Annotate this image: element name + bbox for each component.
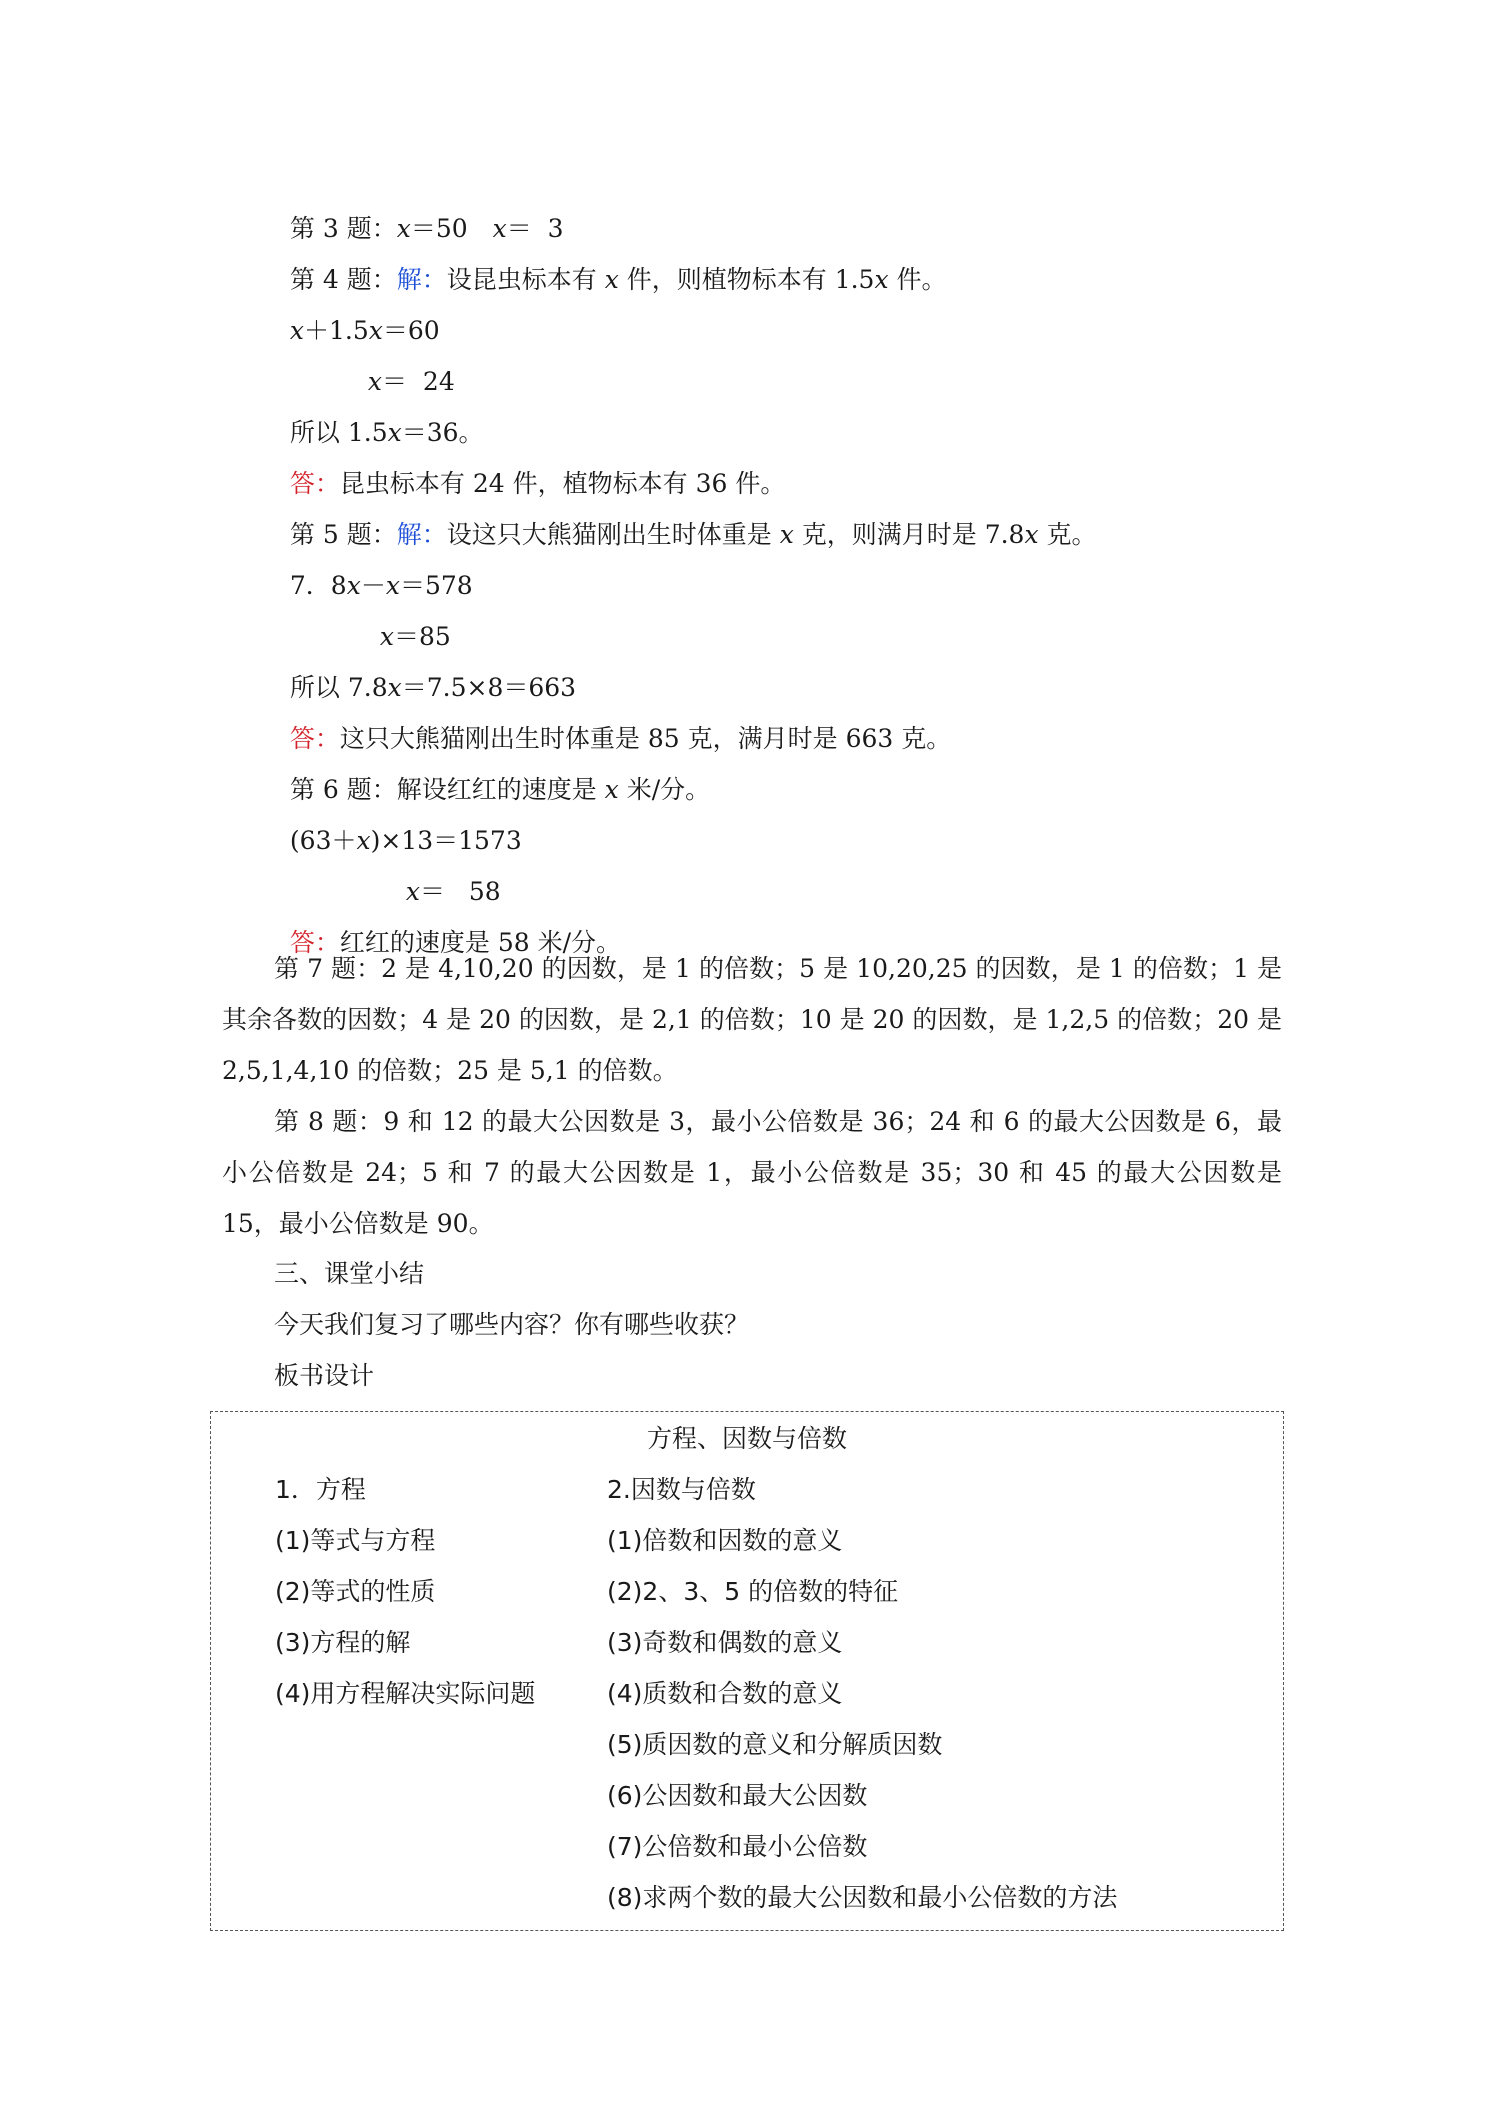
board-right-item: (7)公倍数和最小公倍数 — [607, 1832, 868, 1861]
board-right-item: (3)奇数和偶数的意义 — [607, 1628, 843, 1657]
text: － — [360, 571, 386, 600]
variable: x — [405, 877, 421, 906]
variable: x — [346, 571, 361, 600]
variable: x — [385, 571, 400, 600]
text: 件。 — [888, 265, 947, 294]
text: 所以 1.5 — [289, 418, 388, 447]
variable: x — [289, 316, 305, 345]
answer-paragraph-q8: 第 8 题：9 和 12 的最大公因数是 3，最小公倍数是 36；24 和 6 的最大公因数是 6，最小公倍数是 24；5 和 7 的最大公因数是 1，最小公倍数是 35；30 和 45 的最大公因数是 15，最小公倍数是 90。 — [222, 1107, 1282, 1238]
variable: x — [604, 265, 619, 294]
solution-label: 解： — [396, 520, 447, 549]
board-design-label: 板书设计 — [274, 1361, 375, 1390]
solution-label: 解： — [396, 265, 447, 294]
variable: x — [492, 214, 507, 243]
text: 件，则植物标本有 1.5 — [618, 265, 875, 294]
text: ＝36。 — [401, 418, 484, 447]
variable: x — [779, 520, 794, 549]
text: 克。 — [1038, 520, 1097, 549]
text: 这只大熊猫刚出生时体重是 85 克，满月时是 663 克。 — [339, 724, 952, 753]
board-right-item: (8)求两个数的最大公因数和最小公倍数的方法 — [607, 1883, 1118, 1912]
summary-question: 今天我们复习了哪些内容？你有哪些收获？ — [274, 1310, 750, 1339]
text: 红红的速度是 58 米/分。 — [339, 928, 622, 957]
text: ＋1.5 — [304, 316, 369, 345]
variable: x — [368, 316, 383, 345]
text: 设这只大熊猫刚出生时体重是 — [446, 520, 780, 549]
board-left-item: (4)用方程解决实际问题 — [275, 1679, 536, 1708]
board-right-item: (5)质因数的意义和分解质因数 — [607, 1730, 943, 1759]
section-heading: 三、课堂小结 — [274, 1259, 425, 1288]
answer-paragraph-q7: 第 7 题：2 是 4,10,20 的因数，是 1 的倍数；5 是 10,20,25 的因数，是 1 的倍数；1 是其余各数的因数；4 是 20 的因数，是 2,1 的倍数；10 是 20 的因数，是 1,2,5 的倍数；20 是 2,5,1,4,10 的倍数；25 是 5,1 的倍数。 — [222, 954, 1282, 1085]
board-right-item: (4)质数和合数的意义 — [607, 1679, 843, 1708]
text: 7．8 — [289, 571, 347, 600]
variable: x — [356, 826, 371, 855]
text: 第 3 题： — [289, 214, 397, 243]
board-left-item: (2)等式的性质 — [275, 1577, 436, 1606]
variable: x — [387, 418, 402, 447]
text: ＝ 3 — [506, 214, 564, 243]
text: ＝ 58 — [420, 877, 501, 906]
board-design-box — [210, 1411, 1284, 1931]
text: ＝578 — [399, 571, 473, 600]
variable: x — [396, 214, 411, 243]
board-right-item: 2.因数与倍数 — [607, 1475, 756, 1504]
board-right-item: (6)公因数和最大公因数 — [607, 1781, 868, 1810]
variable: x — [1024, 520, 1039, 549]
text: 米/分。 — [618, 775, 711, 804]
text: ＝60 — [382, 316, 440, 345]
board-left-item: (1)等式与方程 — [275, 1526, 436, 1555]
board-left-item: 1．方程 — [275, 1475, 366, 1504]
variable: x — [387, 673, 402, 702]
text: (63＋ — [289, 826, 357, 855]
board-right-item: (2)2、3、5 的倍数的特征 — [607, 1577, 899, 1606]
board-right-item: (1)倍数和因数的意义 — [607, 1526, 843, 1555]
text: 设昆虫标本有 — [446, 265, 605, 294]
variable: x — [874, 265, 889, 294]
variable: x — [367, 367, 383, 396]
text: 第 4 题： — [289, 265, 397, 294]
answer-label: 答： — [289, 469, 340, 498]
board-title: 方程、因数与倍数 — [646, 1424, 847, 1453]
text: 昆虫标本有 24 件，植物标本有 36 件。 — [339, 469, 786, 498]
answer-label: 答： — [289, 928, 340, 957]
text: 克，则满月时是 7.8 — [793, 520, 1025, 549]
text: ＝ 24 — [382, 367, 455, 396]
text: 所以 7.8 — [289, 673, 388, 702]
variable: x — [604, 775, 619, 804]
text: 第 6 题：解设红红的速度是 — [289, 775, 605, 804]
text: ＝7.5×8＝663 — [401, 673, 577, 702]
variable: x — [379, 622, 395, 651]
text: )×13＝1573 — [370, 826, 522, 855]
answer-label: 答： — [289, 724, 340, 753]
board-left-item: (3)方程的解 — [275, 1628, 411, 1657]
text: ＝50 — [410, 214, 493, 243]
text: 第 5 题： — [289, 520, 397, 549]
text: ＝85 — [394, 622, 451, 651]
